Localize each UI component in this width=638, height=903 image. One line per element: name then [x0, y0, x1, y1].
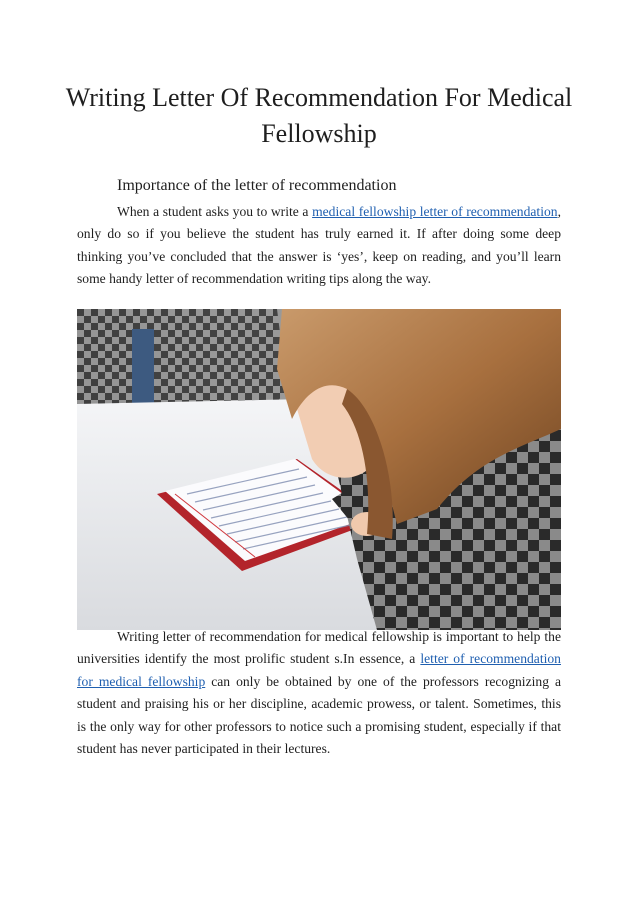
- paragraph-intro: [77, 201, 561, 291]
- letter-of-recommendation-link[interactable]: letter of recommendation for medical fellowship: [77, 651, 561, 689]
- page-title: Writing Letter Of Recommendation For Medical Fellowship: [65, 83, 573, 148]
- paragraph-importance-text-start: Writing letter of recommendation for medical fellowship is important to help the universities identify the most prolific student s.In essence, a: [77, 629, 561, 667]
- paragraph-importance: [77, 626, 561, 760]
- section-subheading: Importance of the letter of recommendation: [117, 177, 397, 194]
- student-writing-photo: [77, 309, 561, 630]
- paragraph-intro-text-end: , only do so if you believe the student has truly earned it. If after doing some deep thinking you’ve concluded that the answer is ‘yes’, keep on reading, and you’ll learn some handy letter of recommendation writing tips along the way.: [77, 204, 561, 287]
- medical-fellowship-letter-link[interactable]: medical fellowship letter of recommendation: [312, 204, 558, 219]
- paragraph-intro-text-start: When a student asks you to write a: [117, 204, 313, 219]
- paragraph-importance-text-end: can only be obtained by one of the professors recognizing a student and praising his or her discipline, academic prowess, or talent. Sometimes, this is the only way for other professors to notice such a promising student, especially if that student has never participated in their lectures.: [77, 673, 562, 757]
